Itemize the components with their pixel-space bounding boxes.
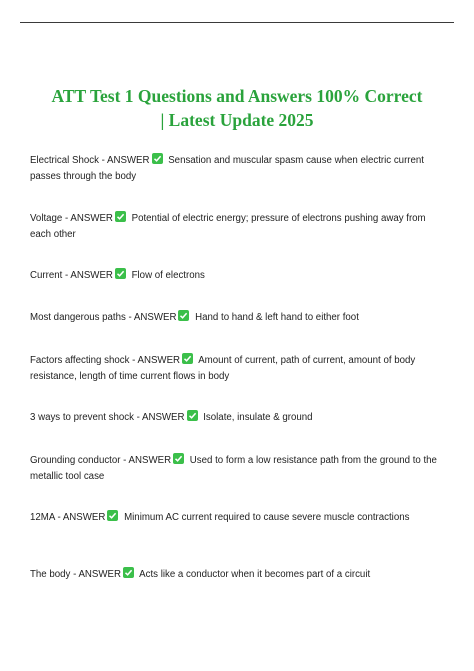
title-line-2: | Latest Update 2025 (160, 110, 314, 130)
answer-text: Amount of current, path of current, amount of body resistance, length of time current flows in body (30, 355, 416, 382)
question-text: Voltage - ANSWER (30, 213, 113, 224)
document-title (30, 84, 444, 132)
checkmark-icon (115, 268, 126, 279)
question-text: Current - ANSWER (30, 270, 113, 281)
qa-item (30, 410, 444, 426)
question-text: Factors affecting shock - ANSWER (30, 355, 181, 366)
qa-item (30, 153, 444, 185)
question-text: Electrical Shock - ANSWER (30, 155, 150, 166)
qa-item (30, 353, 444, 385)
question-text: The body - ANSWER (30, 569, 121, 580)
answer-text: Minimum AC current required to cause severe muscle contractions (124, 512, 410, 523)
question-text: Most dangerous paths - ANSWER (30, 312, 177, 323)
qa-item (30, 510, 444, 526)
answer-text: Flow of electrons (131, 270, 205, 281)
question-text: 12MA - ANSWER (30, 512, 106, 523)
checkmark-icon (187, 410, 198, 421)
title-line-1: ATT Test 1 Questions and Answers 100% Correct (51, 86, 423, 106)
checkmark-icon (152, 153, 163, 164)
qa-item (30, 268, 444, 284)
answer-text: Isolate, insulate & ground (203, 412, 313, 423)
checkmark-icon (123, 567, 134, 578)
checkmark-icon (173, 453, 184, 464)
top-divider (20, 22, 454, 23)
checkmark-icon (107, 510, 118, 521)
checkmark-icon (182, 353, 193, 364)
qa-item (30, 211, 444, 243)
checkmark-icon (178, 310, 189, 321)
qa-item (30, 453, 444, 485)
qa-item (30, 567, 444, 583)
answer-text: Potential of electric energy; pressure of electrons pushing away from each other (30, 213, 426, 240)
answer-text: Used to form a low resistance path from the ground to the metallic tool case (30, 455, 437, 482)
checkmark-icon (115, 211, 126, 222)
answer-text: Sensation and muscular spasm cause when electric current passes through the body (30, 155, 424, 182)
question-text: 3 ways to prevent shock - ANSWER (30, 412, 185, 423)
qa-item (30, 310, 444, 326)
answer-text: Hand to hand & left hand to either foot (195, 312, 359, 323)
answer-text: Acts like a conductor when it becomes part of a circuit (139, 569, 371, 580)
question-text: Grounding conductor - ANSWER (30, 455, 172, 466)
